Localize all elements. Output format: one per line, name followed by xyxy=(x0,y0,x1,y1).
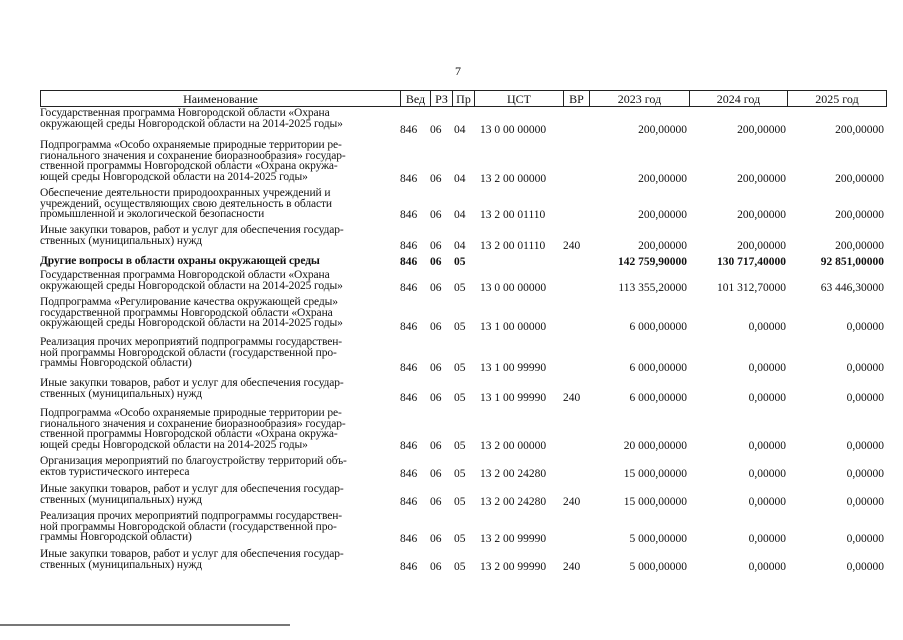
row-y2024: 0,00000 xyxy=(748,468,786,480)
row-pr: 04 xyxy=(454,124,466,136)
row-cst: 13 0 00 00000 xyxy=(480,124,547,136)
row-y2025: 200,00000 xyxy=(835,240,884,252)
table-row xyxy=(40,108,887,136)
row-name: Другие вопросы в области охраны окружающей среды xyxy=(40,255,320,267)
row-ved: 846 xyxy=(400,240,418,252)
row-rz: 06 xyxy=(430,468,442,480)
row-rz: 06 xyxy=(430,124,442,136)
row-y2024: 130 717,40000 xyxy=(717,256,786,268)
row-y2025: 0,00000 xyxy=(846,533,884,545)
row-y2023: 6 000,00000 xyxy=(629,392,687,404)
row-vr: 240 xyxy=(563,240,581,252)
row-rz: 06 xyxy=(430,440,442,452)
row-y2025: 0,00000 xyxy=(846,440,884,452)
row-y2023: 200,00000 xyxy=(638,240,687,252)
row-rz: 06 xyxy=(430,362,442,374)
row-ved: 846 xyxy=(400,256,418,268)
row-y2023: 15 000,00000 xyxy=(623,496,687,508)
row-ved: 846 xyxy=(400,173,418,185)
row-name: Государственная программа Новгородской области «Охрана окружающей среды Новгородской области на 2014-2025 годы» xyxy=(40,107,343,130)
row-pr: 05 xyxy=(454,561,466,573)
row-cst: 13 1 00 99990 xyxy=(480,392,547,404)
header-name: Наименование xyxy=(41,91,401,106)
row-y2023: 200,00000 xyxy=(638,124,687,136)
row-y2024: 200,00000 xyxy=(737,124,786,136)
row-name: Реализация прочих мероприятий подпрограммы государствен- ной программы Новгородской области (государственной про- граммы Новгородской области) xyxy=(40,336,343,369)
row-y2023: 5 000,00000 xyxy=(629,561,687,573)
row-name: Иные закупки товаров, работ и услуг для обеспечения государ- ственных (муниципальных) нужд xyxy=(40,377,344,400)
row-ved: 846 xyxy=(400,362,418,374)
row-rz: 06 xyxy=(430,240,442,252)
row-vr: 240 xyxy=(563,392,581,404)
row-y2023: 20 000,00000 xyxy=(623,440,687,452)
header-cst: ЦСТ xyxy=(475,91,564,106)
row-pr: 05 xyxy=(454,282,466,294)
table-row xyxy=(40,511,887,545)
row-y2023: 200,00000 xyxy=(638,209,687,221)
row-vr: 240 xyxy=(563,561,581,573)
header-vr: ВР xyxy=(564,91,590,106)
row-rz: 06 xyxy=(430,209,442,221)
header-rz: РЗ xyxy=(431,91,453,106)
row-y2023: 113 355,20000 xyxy=(618,282,687,294)
row-y2025: 92 851,00000 xyxy=(820,256,884,268)
row-rz: 06 xyxy=(430,533,442,545)
row-pr: 05 xyxy=(454,362,466,374)
row-pr: 05 xyxy=(454,533,466,545)
row-pr: 05 xyxy=(454,496,466,508)
row-y2025: 0,00000 xyxy=(846,468,884,480)
row-y2024: 0,00000 xyxy=(748,440,786,452)
row-rz: 06 xyxy=(430,392,442,404)
row-y2025: 0,00000 xyxy=(846,496,884,508)
row-ved: 846 xyxy=(400,209,418,221)
row-rz: 06 xyxy=(430,496,442,508)
header-pr: Пр xyxy=(453,91,475,106)
page-number: 7 xyxy=(455,64,461,78)
row-name: Иные закупки товаров, работ и услуг для обеспечения государ- ственных (муниципальных) нужд xyxy=(40,548,344,571)
row-y2023: 6 000,00000 xyxy=(629,321,687,333)
table-row xyxy=(40,297,887,333)
row-pr: 05 xyxy=(454,440,466,452)
row-y2025: 200,00000 xyxy=(835,173,884,185)
row-name: Подпрограмма «Особо охраняемые природные территории ре- гионального значения и сохранение биоразнообразия» государ- ственной программы Новгородской области «Охрана окружа- ющей среды Новгородской области на 2014-2025 годы» xyxy=(40,407,346,451)
row-pr: 04 xyxy=(454,173,466,185)
row-name: Организация мероприятий по благоустройству территорий объ- ектов туристического интереса xyxy=(40,455,347,478)
row-y2024: 0,00000 xyxy=(748,321,786,333)
row-y2025: 0,00000 xyxy=(846,561,884,573)
table-row xyxy=(40,456,887,480)
row-pr: 05 xyxy=(454,321,466,333)
row-pr: 05 xyxy=(454,468,466,480)
row-rz: 06 xyxy=(430,321,442,333)
table-row xyxy=(40,225,887,252)
row-y2024: 0,00000 xyxy=(748,362,786,374)
row-name: Подпрограмма «Регулирование качества окружающей среды» государственной программы Новгородской области «Охрана окружающей среды Новгородской области на 2014-2025 годы» xyxy=(40,296,343,329)
row-cst: 13 0 00 00000 xyxy=(480,282,547,294)
row-cst: 13 2 00 99990 xyxy=(480,533,547,545)
row-y2024: 0,00000 xyxy=(748,496,786,508)
row-pr: 05 xyxy=(454,392,466,404)
header-ved: Вед xyxy=(401,91,431,106)
row-cst: 13 2 00 01110 xyxy=(480,209,546,221)
row-cst: 13 2 00 01110 xyxy=(480,240,546,252)
row-y2025: 0,00000 xyxy=(846,392,884,404)
row-cst: 13 2 00 99990 xyxy=(480,561,547,573)
row-pr: 04 xyxy=(454,240,466,252)
row-y2024: 200,00000 xyxy=(737,173,786,185)
header-2024: 2024 год xyxy=(690,91,788,106)
row-cst: 13 2 00 00000 xyxy=(480,440,547,452)
table-row xyxy=(40,256,887,268)
row-y2025: 200,00000 xyxy=(835,124,884,136)
table-row xyxy=(40,188,887,221)
row-rz: 06 xyxy=(430,561,442,573)
row-y2025: 0,00000 xyxy=(846,321,884,333)
row-y2023: 200,00000 xyxy=(638,173,687,185)
row-y2023: 5 000,00000 xyxy=(629,533,687,545)
header-2025: 2025 год xyxy=(815,92,859,106)
row-ved: 846 xyxy=(400,321,418,333)
table-row xyxy=(40,408,887,452)
table-row xyxy=(40,378,887,404)
row-y2025: 0,00000 xyxy=(846,362,884,374)
row-rz: 06 xyxy=(430,173,442,185)
row-cst: 13 1 00 99990 xyxy=(480,362,547,374)
row-vr: 240 xyxy=(563,496,581,508)
row-ved: 846 xyxy=(400,533,418,545)
row-pr: 05 xyxy=(454,256,466,268)
row-cst: 13 2 00 24280 xyxy=(480,468,547,480)
row-ved: 846 xyxy=(400,440,418,452)
row-y2024: 200,00000 xyxy=(737,240,786,252)
row-y2024: 101 312,70000 xyxy=(717,282,786,294)
row-y2023: 6 000,00000 xyxy=(629,362,687,374)
row-ved: 846 xyxy=(400,124,418,136)
row-name: Государственная программа Новгородской области «Охрана окружающей среды Новгородской области на 2014-2025 годы» xyxy=(40,269,343,292)
row-cst: 13 1 00 00000 xyxy=(480,321,547,333)
row-name: Иные закупки товаров, работ и услуг для обеспечения государ- ственных (муниципальных) нужд xyxy=(40,483,344,506)
row-name: Подпрограмма «Особо охраняемые природные территории ре- гионального значения и сохранение биоразнообразия» государ- ственной программы Новгородской области «Охрана окружа- ющей среды Новгородской области на 2014-2025 годы» xyxy=(40,139,346,183)
row-y2023: 15 000,00000 xyxy=(623,468,687,480)
row-ved: 846 xyxy=(400,282,418,294)
row-y2024: 0,00000 xyxy=(748,533,786,545)
row-rz: 06 xyxy=(430,282,442,294)
row-cst: 13 2 00 24280 xyxy=(480,496,547,508)
row-pr: 04 xyxy=(454,209,466,221)
row-cst: 13 2 00 00000 xyxy=(480,173,547,185)
row-ved: 846 xyxy=(400,392,418,404)
table-row xyxy=(40,484,887,508)
row-ved: 846 xyxy=(400,561,418,573)
row-y2023: 142 759,90000 xyxy=(618,256,687,268)
row-y2025: 200,00000 xyxy=(835,209,884,221)
row-y2024: 0,00000 xyxy=(748,392,786,404)
header-2023: 2023 год xyxy=(590,91,690,106)
row-ved: 846 xyxy=(400,468,418,480)
row-name: Обеспечение деятельности природоохранных учреждений и учреждений, осуществляющих свою деятельность в области промышленной и экологической безопасности xyxy=(40,187,332,220)
row-rz: 06 xyxy=(430,256,442,268)
row-name: Реализация прочих мероприятий подпрограммы государствен- ной программы Новгородской области (государственной про- граммы Новгородской области) xyxy=(40,510,343,543)
table-row xyxy=(40,549,887,573)
table-row xyxy=(40,270,887,294)
row-name: Иные закупки товаров, работ и услуг для обеспечения государ- ственных (муниципальных) нужд xyxy=(40,224,344,247)
row-y2024: 200,00000 xyxy=(737,209,786,221)
table-row xyxy=(40,337,887,374)
footer-divider xyxy=(0,624,290,626)
row-y2025: 63 446,30000 xyxy=(820,282,884,294)
table-header xyxy=(40,90,887,107)
row-y2024: 0,00000 xyxy=(748,561,786,573)
table-row xyxy=(40,140,887,185)
row-ved: 846 xyxy=(400,496,418,508)
